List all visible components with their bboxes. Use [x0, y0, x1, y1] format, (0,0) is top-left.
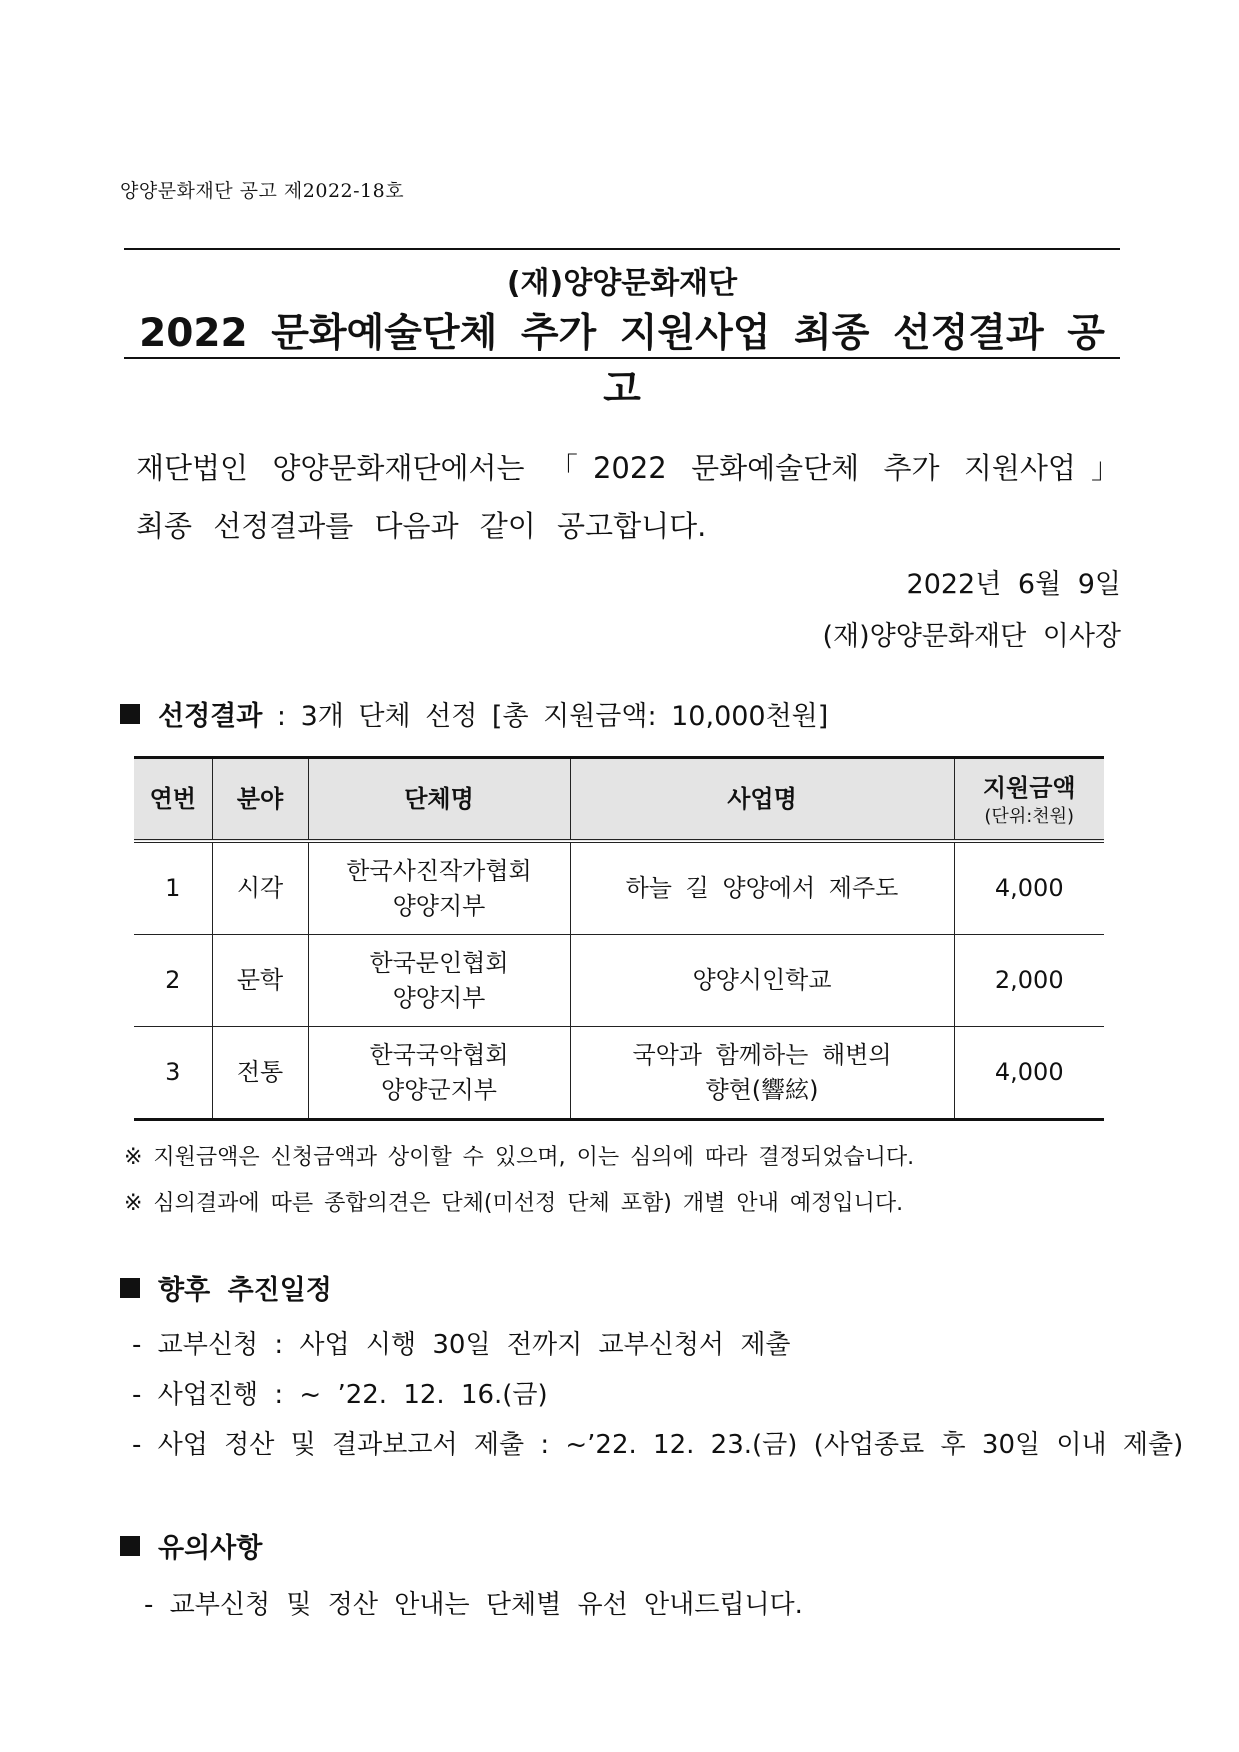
- square-bullet-icon: [120, 1536, 140, 1556]
- cell-field: 전통: [212, 1027, 308, 1120]
- table-row: [134, 935, 1104, 1027]
- schedule-heading-label: 향후 추진일정: [158, 1275, 332, 1306]
- cell-org: [308, 1027, 570, 1120]
- cell-project: [570, 935, 954, 1027]
- title-rule-top: [124, 248, 1120, 250]
- cell-project: [570, 1027, 954, 1120]
- project-line-2: 향현(響絃): [705, 1075, 819, 1104]
- result-heading-label: 선정결과: [158, 701, 263, 732]
- cell-amount: 4,000: [954, 1027, 1104, 1120]
- page-title: 2022 문화예술단체 추가 지원사업 최종 선정결과 공고: [139, 311, 1105, 412]
- column-header-project: 사업명: [570, 758, 954, 842]
- amount-unit: (단위:천원): [984, 805, 1075, 827]
- org-line-2: 양양지부: [392, 891, 486, 920]
- title-rule-bottom: [124, 357, 1120, 359]
- cell-project: [570, 841, 954, 935]
- cell-org: [308, 841, 570, 935]
- cell-amount: 4,000: [954, 841, 1104, 935]
- cell-no: 3: [134, 1027, 212, 1120]
- project-line-1: 국악과 함께하는 해변의: [632, 1040, 892, 1069]
- org-line-1: 한국국악협회: [369, 1040, 509, 1069]
- result-summary: : 3개 단체 선정 [총 지원금액: 10,000천원]: [262, 701, 829, 732]
- notice-date: 2022년 6월 9일: [906, 569, 1121, 600]
- column-header-no: 연번: [134, 758, 212, 842]
- cell-field: 문학: [212, 935, 308, 1027]
- notice-item-1: - 교부신청 및 정산 안내는 단체별 유선 안내드립니다.: [144, 1590, 803, 1620]
- result-section-heading: [120, 694, 828, 733]
- org-line-1: 한국사진작가협회: [346, 856, 532, 885]
- schedule-section-heading: [120, 1268, 332, 1307]
- cell-no: 1: [134, 841, 212, 935]
- cell-no: 2: [134, 935, 212, 1027]
- org-line-1: 한국문인협회: [369, 948, 509, 977]
- intro-line-2: 최종 선정결과를 다음과 같이 공고합니다.: [136, 509, 707, 543]
- result-table: [134, 756, 1104, 1121]
- notice-number: 양양문화재단 공고 제2022-18호: [120, 180, 405, 202]
- table-header-row: [134, 758, 1104, 842]
- notice-heading-label: 유의사항: [158, 1533, 263, 1564]
- square-bullet-icon: [120, 1278, 140, 1298]
- cell-field: 시각: [212, 841, 308, 935]
- column-header-org: 단체명: [308, 758, 570, 842]
- project-line-1: 하늘 길 양양에서 제주도: [625, 874, 899, 903]
- org-line-2: 양양지부: [392, 983, 486, 1012]
- cell-amount: 2,000: [954, 935, 1104, 1027]
- org-line-2: 양양군지부: [381, 1075, 497, 1104]
- result-note-2: ※ 심의결과에 따른 종합의견은 단체(미선정 단체 포함) 개별 안내 예정입니다.: [124, 1191, 904, 1216]
- organization-name: (재)양양문화재단: [506, 266, 738, 301]
- column-header-amount: [954, 758, 1104, 842]
- table-row: [134, 1027, 1104, 1120]
- result-note-1: ※ 지원금액은 신청금액과 상이할 수 있으며, 이는 심의에 따라 결정되었습니다.: [124, 1145, 915, 1170]
- table-row: [134, 841, 1104, 935]
- schedule-item-2: - 사업진행 : ~ ’22. 12. 16.(금): [132, 1380, 548, 1410]
- project-line-1: 양양시인학교: [692, 966, 832, 995]
- cell-org: [308, 935, 570, 1027]
- intro-line-1: 재단법인 양양문화재단에서는 「2022 문화예술단체 추가 지원사업」: [136, 451, 1120, 485]
- column-header-field: 분야: [212, 758, 308, 842]
- square-bullet-icon: [120, 704, 140, 724]
- notice-signer: (재)양양문화재단 이사장: [822, 621, 1121, 652]
- notice-section-heading: [120, 1526, 262, 1565]
- schedule-item-3: - 사업 정산 및 결과보고서 제출 : ~’22. 12. 23.(금) (사업종료 후 30일 이내 제출): [132, 1430, 1184, 1460]
- amount-label: 지원금액: [982, 773, 1076, 802]
- schedule-item-1: - 교부신청 : 사업 시행 30일 전까지 교부신청서 제출: [132, 1330, 791, 1360]
